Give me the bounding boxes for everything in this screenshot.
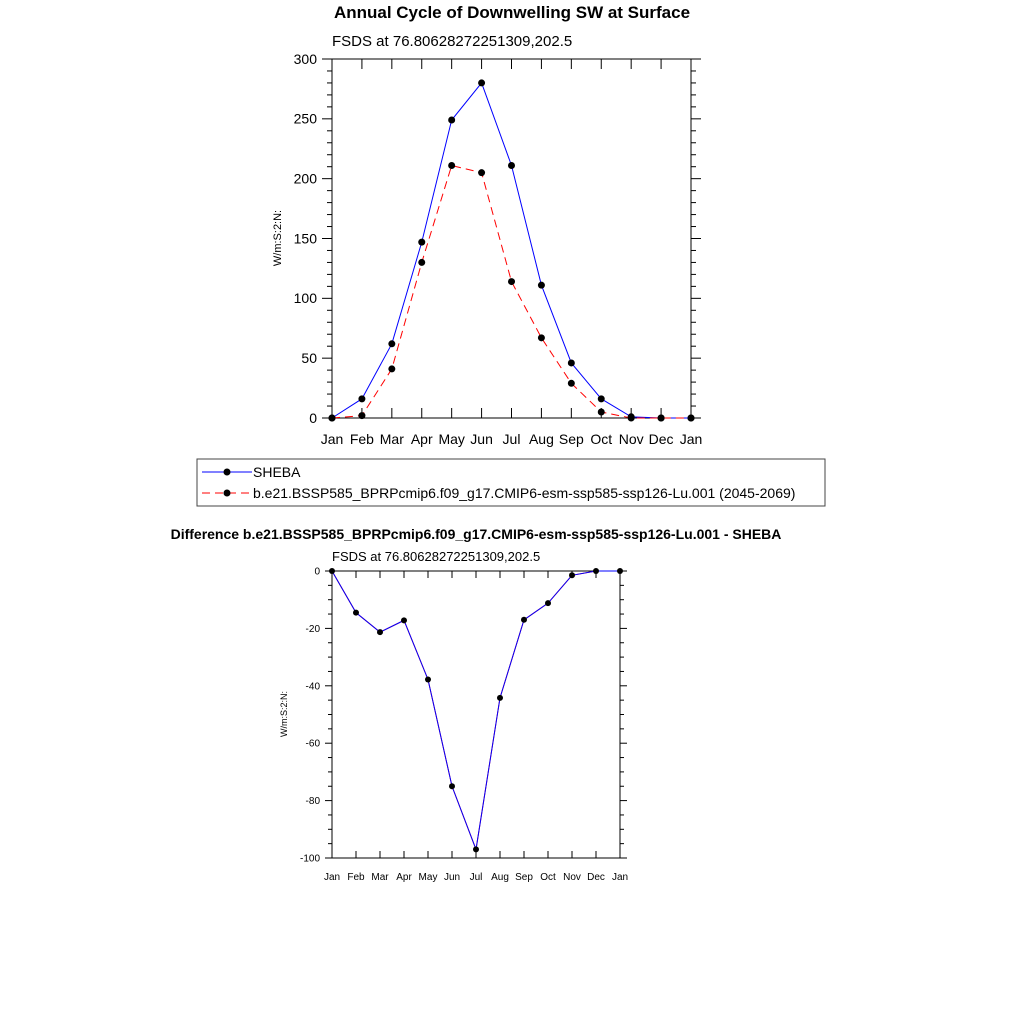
chart1-xtick-label: Jan [679, 431, 703, 447]
chart2-ytick-label: 0 [314, 566, 320, 578]
chart1-series-0-point [448, 117, 455, 124]
chart2-series-0-point [353, 610, 359, 616]
chart1-series-1-point [358, 412, 365, 419]
chart2-series-0-point [593, 568, 599, 574]
chart2-xtick-label: Aug [491, 872, 509, 883]
chart1-ytick-label: 200 [293, 170, 317, 187]
chart1-ytick-label: 100 [293, 290, 317, 307]
chart1-series-1-point [418, 259, 425, 266]
chart1-series-0-point [508, 162, 515, 169]
chart2-series-0-point [521, 617, 527, 623]
chart2-xtick-label: Mar [371, 872, 389, 883]
chart1-series-0-point [598, 395, 605, 402]
chart2-xtick-label: Nov [563, 872, 581, 883]
chart1-ytick-label: 300 [293, 50, 317, 67]
chart1-xtick-label: Nov [618, 431, 644, 447]
chart1-series-1-point [388, 365, 395, 372]
chart1-xtick-label: Jul [502, 431, 521, 447]
chart1-xtick-label: Apr [410, 431, 433, 447]
chart2-xtick-label: May [418, 872, 438, 883]
chart2-series-0-point [473, 846, 479, 852]
chart2-frame [332, 571, 620, 858]
chart1-series-1-point [568, 380, 575, 387]
chart1-series-1-point [448, 162, 455, 169]
chart2-xtick-label: Oct [540, 872, 556, 883]
chart1-xtick-label: May [438, 431, 465, 447]
chart2-series-0-point [377, 629, 383, 635]
chart2-series-0-point [497, 695, 503, 701]
legend-marker-sheba [224, 469, 231, 476]
chart1-series-1-point [508, 278, 515, 285]
chart1-ytick-label: 0 [309, 409, 317, 426]
chart2-xtick-label: Dec [587, 872, 605, 883]
legend-marker-model [224, 490, 231, 497]
chart1-series-0-point [568, 359, 575, 366]
chart2-ytick-label: -100 [299, 853, 320, 865]
chart1-series-0-point [538, 282, 545, 289]
chart1-title: Annual Cycle of Downwelling SW at Surface [333, 3, 691, 22]
legend-label-sheba: SHEBA [253, 464, 301, 480]
chart2-xtick-label: Sep [515, 872, 533, 883]
chart1-series-1-point [478, 169, 485, 176]
chart1-series-0-point [418, 239, 425, 246]
chart1-series-0-point [478, 79, 485, 86]
chart2-ytick-label: -80 [305, 796, 320, 808]
chart1-series-0-point [388, 340, 395, 347]
chart2-series-0-point [545, 600, 551, 606]
chart2-ytick-label: -60 [305, 738, 320, 750]
chart1-subtitle: FSDS at 76.80628272251309,202.5 [332, 33, 573, 50]
chart1-xtick-label: Aug [528, 431, 554, 447]
chart1-series-1-line [332, 166, 691, 418]
chart2-xtick-label: Jan [611, 872, 629, 883]
chart2-xtick-label: Jul [469, 872, 483, 883]
chart1-series-0-point [358, 395, 365, 402]
chart2-series-0-point [617, 568, 623, 574]
chart2-series-0-point [569, 572, 575, 578]
chart2-series-0-point [449, 783, 455, 789]
chart2-series-0-line-overlay [332, 571, 620, 849]
chart1-ytick-label: 50 [301, 350, 317, 367]
chart1-xtick-label: Mar [379, 431, 404, 447]
chart1-series-1-point [658, 415, 665, 422]
chart1-ytick-label: 250 [293, 110, 317, 127]
legend-label-model: b.e21.BSSP585_BPRPcmip6.f09_g17.CMIP6-esm-ssp585-ssp126-Lu.001 (2045-2069) [253, 485, 796, 501]
chart2-xtick-label: Jan [323, 872, 341, 883]
chart1-series-1-point [688, 415, 695, 422]
chart2-ylabel: W/m:S:2:N: [279, 690, 289, 738]
chart1-plot [294, 51, 703, 447]
chart1-xtick-label: Oct [590, 431, 613, 447]
chart1-series-1-point [598, 409, 605, 416]
chart2-xtick-label: Feb [347, 872, 365, 883]
chart2-ytick-label: -20 [305, 623, 320, 635]
chart1-series-0-line [332, 83, 691, 418]
chart1-xtick-label: Dec [648, 431, 674, 447]
chart1-series-1-point [329, 415, 336, 422]
chart2-title: Difference b.e21.BSSP585_BPRPcmip6.f09_g17.CMIP6-esm-ssp585-ssp126-Lu.001 - SHEBA [170, 526, 782, 542]
chart2-series-0-point [401, 617, 407, 623]
chart2-series-0-line [332, 571, 620, 849]
chart2-ytick-label: -40 [305, 681, 320, 693]
chart1-series-1-point [538, 334, 545, 341]
chart1-frame [332, 59, 691, 418]
chart2-xtick-label: Jun [443, 872, 461, 883]
chart1-xtick-label: Feb [349, 431, 374, 447]
chart2-series-0-point [425, 676, 431, 682]
chart1-ytick-label: 150 [293, 230, 317, 247]
chart1-series-1-point [628, 415, 635, 422]
chart2-plot [300, 567, 628, 884]
chart2-xtick-label: Apr [396, 872, 412, 883]
legend [197, 459, 825, 506]
chart2-series-0-point [329, 568, 335, 574]
chart1-xtick-label: Sep [558, 431, 584, 447]
chart2-subtitle: FSDS at 76.80628272251309,202.5 [332, 549, 541, 564]
chart1-xtick-label: Jan [320, 431, 344, 447]
chart1-ylabel: W/m:S:2:N: [272, 209, 284, 267]
chart1-xtick-label: Jun [470, 431, 493, 447]
